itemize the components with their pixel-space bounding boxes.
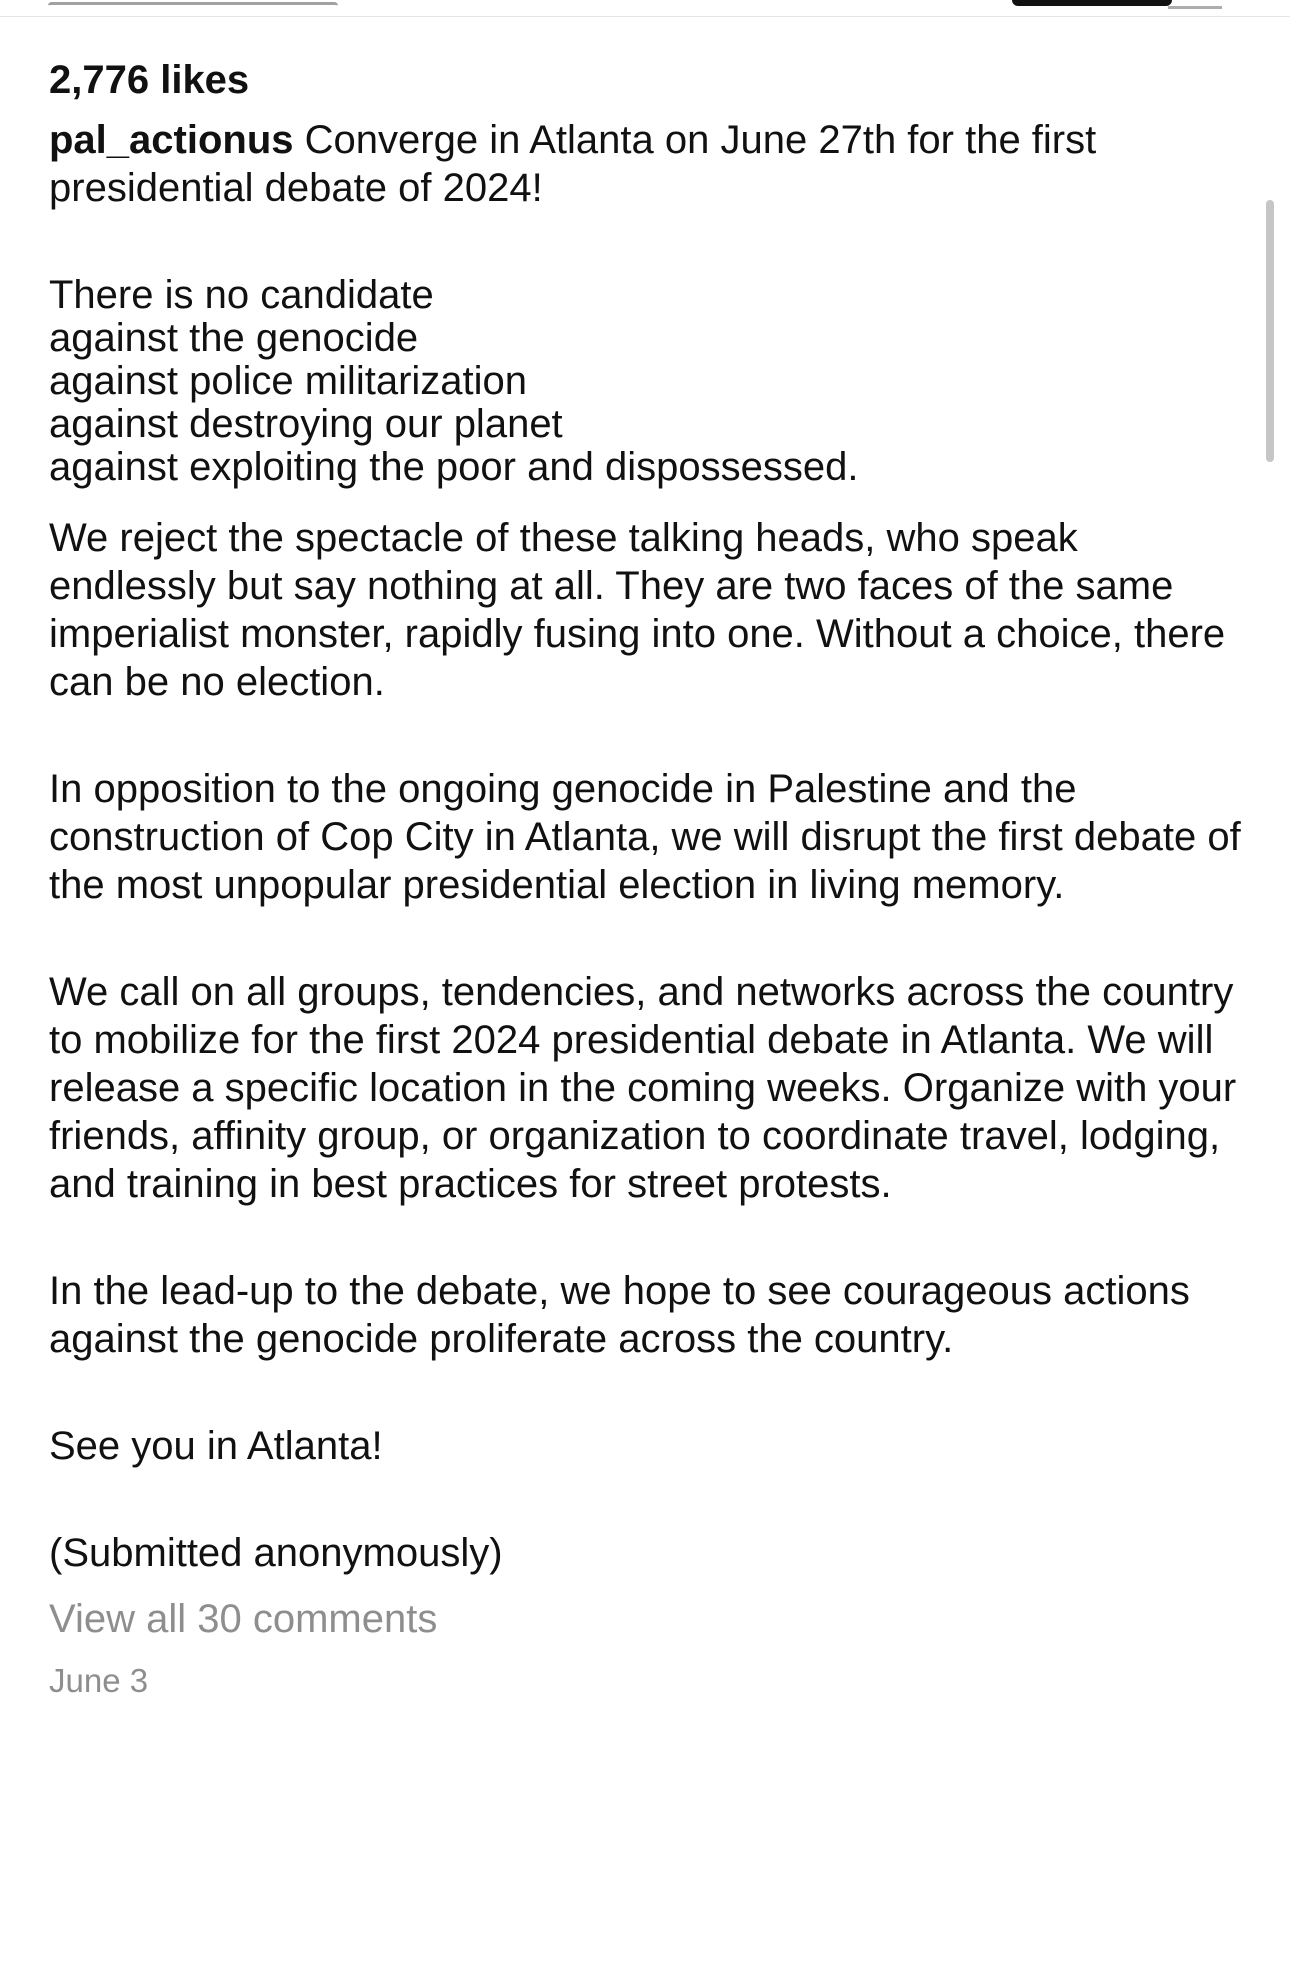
list-line: against exploiting the poor and dispossessed. <box>49 445 859 489</box>
list-line: There is no candidate <box>49 273 434 317</box>
list-line: against destroying our planet <box>49 402 563 446</box>
list-line: against the genocide <box>49 316 419 360</box>
clipped-pager-indicator <box>1012 0 1172 6</box>
caption-paragraph: We reject the spectacle of these talking heads, who speak endlessly but say nothing at all. They are two faces of the same imperialist monster, rapidly fusing into one. Without a choice, there can be no election. <box>49 516 1226 704</box>
caption-first-paragraph <box>49 116 1249 212</box>
caption-paragraph: (Submitted anonymously) <box>49 1531 503 1575</box>
caption-intro: Converge in Atlanta on June 27th for the first presidential debate of 2024! <box>49 118 1097 210</box>
caption-list <box>49 271 1249 489</box>
post-date: June 3 <box>49 1662 149 1699</box>
caption-paragraph: In the lead-up to the debate, we hope to see courageous actions against the genocide proliferate across the country. <box>49 1269 1190 1361</box>
caption-paragraph: We call on all groups, tendencies, and networks across the country to mobilize for the first 2024 presidential debate in Atlanta. We will release a specific location in the coming weeks. Organize with your friends, affinity group, or organization to coordinate travel, lodging, and training in best practices for street protests. <box>49 970 1237 1206</box>
clipped-action-row <box>48 2 338 9</box>
likes-count[interactable]: 2,776 likes <box>49 58 250 102</box>
caption-paragraph: In opposition to the ongoing genocide in Palestine and the construction of Cop City in Atlanta, we will disrupt the first debate of the most unpopular presidential election in living memory. <box>49 767 1241 907</box>
username-link[interactable]: pal_actionus <box>49 118 294 162</box>
scrollbar[interactable] <box>1266 200 1274 462</box>
caption <box>49 116 1249 1577</box>
list-line: against police militarization <box>49 359 528 403</box>
post-details <box>49 56 1249 1701</box>
top-clipped-bar <box>0 0 1290 17</box>
clipped-bookmark-icon <box>1168 0 1222 9</box>
caption-paragraph: See you in Atlanta! <box>49 1424 383 1468</box>
view-comments-link[interactable]: View all 30 comments <box>49 1597 438 1641</box>
